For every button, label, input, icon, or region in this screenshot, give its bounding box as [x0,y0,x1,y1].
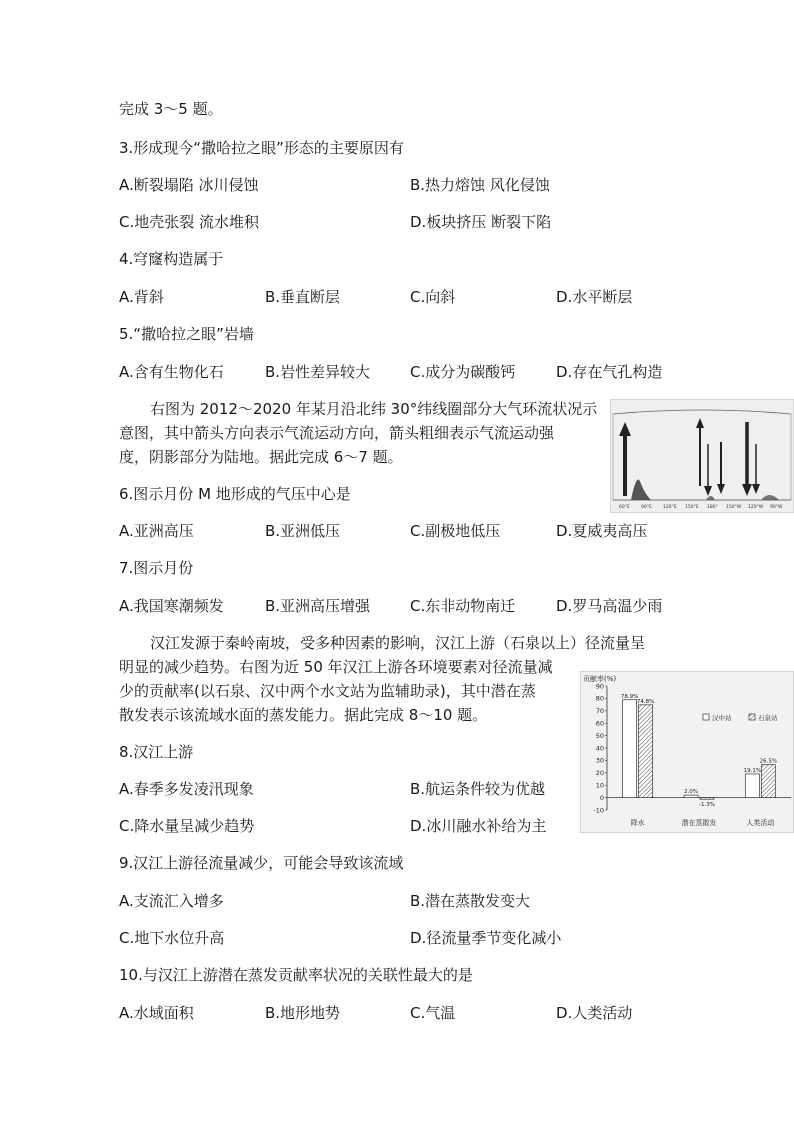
bar-value-label: 2.0% [684,789,698,796]
question-7-stem: 7.图示月份 [119,559,194,577]
category-label: 人类活动 [746,819,775,827]
lon-label-3: 120°E [663,505,677,510]
q9-option-d[interactable]: D.径流量季节变化减小 [410,929,562,947]
passage-2-line-4: 散发表示该流域水面的蒸发能力。据此完成 8～10 题。 [119,706,488,724]
legend [703,713,778,722]
q5-option-a[interactable]: A.含有生物化石 [119,363,224,381]
bar-value-label: 26.5% [759,758,778,765]
y-tick-label: 10 [595,781,604,790]
legend-swatch-shiquan [749,714,755,720]
y-tick-label: 60 [595,719,604,728]
q6-option-d[interactable]: D.夏威夷高压 [556,522,648,540]
q5-option-d[interactable]: D.存在气孔构造 [556,363,663,381]
q8-option-d[interactable]: D.冰川融水补给为主 [410,817,547,835]
passage-2-line-1: 汉江发源于秦岭南坡，受多种因素的影响，汉江上游（石泉以上）径流量呈 [150,634,646,652]
passage-1-line-2: 意图，其中箭头方向表示气流运动方向，箭头粗细表示气流运动强 [119,424,555,442]
legend-label-shiquan: 石泉站 [758,714,778,722]
q9-option-a[interactable]: A.支流汇入增多 [119,892,224,910]
y-tick-label: 70 [595,707,604,716]
passage-1-line-1: 右图为 2012～2020 年某月沿北纬 30°纬线圈部分大气环流状况示 [150,400,598,418]
q7-option-d[interactable]: D.罗马高温少雨 [556,597,663,615]
q6-option-a[interactable]: A.亚洲高压 [119,522,194,540]
passage-2-line-2: 明显的减少趋势。右图为近 50 年汉江上游各环境要素对径流量减 [119,658,553,676]
lon-label-6: 150°W [726,505,742,510]
circulation-figure [610,399,794,513]
q4-option-b[interactable]: B.垂直断层 [265,288,341,306]
y-tick-label: 20 [595,769,604,778]
y-tick-label: 50 [595,731,604,740]
q7-option-a[interactable]: A.我国寒潮频发 [119,597,224,615]
question-6-stem: 6.图示月份 M 地形成的气压中心是 [119,485,351,503]
category-label: 降水 [630,819,645,827]
y-tick-label: 0 [599,793,604,802]
q3-option-b[interactable]: B.热力熔蚀 风化侵蚀 [410,176,550,194]
q8-option-a[interactable]: A.春季多发凌汛现象 [119,780,254,798]
q4-option-a[interactable]: A.背斜 [119,288,164,306]
lon-label-1: 60°E [619,505,630,510]
legend-swatch-hanzhong [703,714,709,720]
runoff-contribution-chart [580,671,794,833]
bar-shiquan [761,765,775,798]
q6-option-b[interactable]: B.亚洲低压 [265,522,341,540]
question-5-stem: 5.“撒哈拉之眼”岩墙 [119,325,254,343]
bar-hanzhong [623,700,637,798]
lon-label-7: 120°W [748,505,764,510]
q8-option-c[interactable]: C.降水量呈减少趋势 [119,817,255,835]
intro-tail: 完成 3～5 题。 [119,100,223,118]
question-9-stem: 9.汉江上游径流量减少，可能会导致该流域 [119,854,404,872]
q10-option-d[interactable]: D.人类活动 [556,1004,633,1022]
lon-label-5: 180° [707,505,718,510]
y-tick-label: 90 [595,682,604,691]
q3-option-a[interactable]: A.断裂塌陷 冰川侵蚀 [119,176,259,194]
bar-shiquan [639,705,653,798]
lon-label-2: 90°E [641,505,652,510]
passage-2-line-3: 少的贡献率(以石泉、汉中两个水文站为监辅助录)，其中潜在蒸 [119,682,536,700]
y-axis-label: 贡献率(%) [583,675,617,683]
y-tick-label: 80 [595,694,604,703]
question-3-stem: 3.形成现今“撒哈拉之眼”形态的主要原因有 [119,139,404,157]
bar-value-label: 78.9% [620,693,639,700]
q6-option-c[interactable]: C.副极地低压 [410,522,501,540]
q5-option-c[interactable]: C.成分为碳酸钙 [410,363,516,381]
bar-hanzhong [745,774,759,798]
question-8-stem: 8.汉江上游 [119,743,194,761]
passage-1-line-3: 度，阴影部分为陆地。据此完成 6～7 题。 [119,448,403,466]
bar-value-label: 74.8% [636,698,655,705]
bar-value-label: -1.3% [699,802,715,809]
question-4-stem: 4.穹窿构造属于 [119,250,224,268]
bar-hanzhong [684,795,698,797]
q4-option-d[interactable]: D.水平断层 [556,288,633,306]
q5-option-b[interactable]: B.岩性差异较大 [265,363,371,381]
y-tick-label: -10 [593,806,604,815]
q9-option-b[interactable]: B.潜在蒸散发变大 [410,892,531,910]
bar-shiquan [700,798,714,800]
bar-chart-svg [581,672,793,832]
circulation-diagram [611,400,793,512]
q10-option-b[interactable]: B.地形地势 [265,1004,341,1022]
q9-option-c[interactable]: C.地下水位升高 [119,929,225,947]
q7-option-c[interactable]: C.东非动物南迁 [410,597,516,615]
y-tick-label: 30 [595,756,604,765]
q10-option-c[interactable]: C.气温 [410,1004,456,1022]
q7-option-b[interactable]: B.亚洲高压增强 [265,597,371,615]
q3-option-d[interactable]: D.板块挤压 断裂下陷 [410,213,552,231]
q10-option-a[interactable]: A.水域面积 [119,1004,194,1022]
q3-option-c[interactable]: C.地壳张裂 流水堆积 [119,213,260,231]
legend-label-hanzhong: 汉中站 [712,714,732,722]
q8-option-b[interactable]: B.航运条件较为优越 [410,780,546,798]
q4-option-c[interactable]: C.向斜 [410,288,456,306]
lon-label-4: 150°E [685,505,699,510]
question-10-stem: 10.与汉江上游潜在蒸发贡献率状况的关联性最大的是 [119,966,473,984]
category-label: 潜在蒸散发 [681,819,717,827]
lon-label-8: 90°W [770,505,783,510]
bar-value-label: 19.1% [743,767,762,774]
y-tick-label: 40 [595,744,604,753]
